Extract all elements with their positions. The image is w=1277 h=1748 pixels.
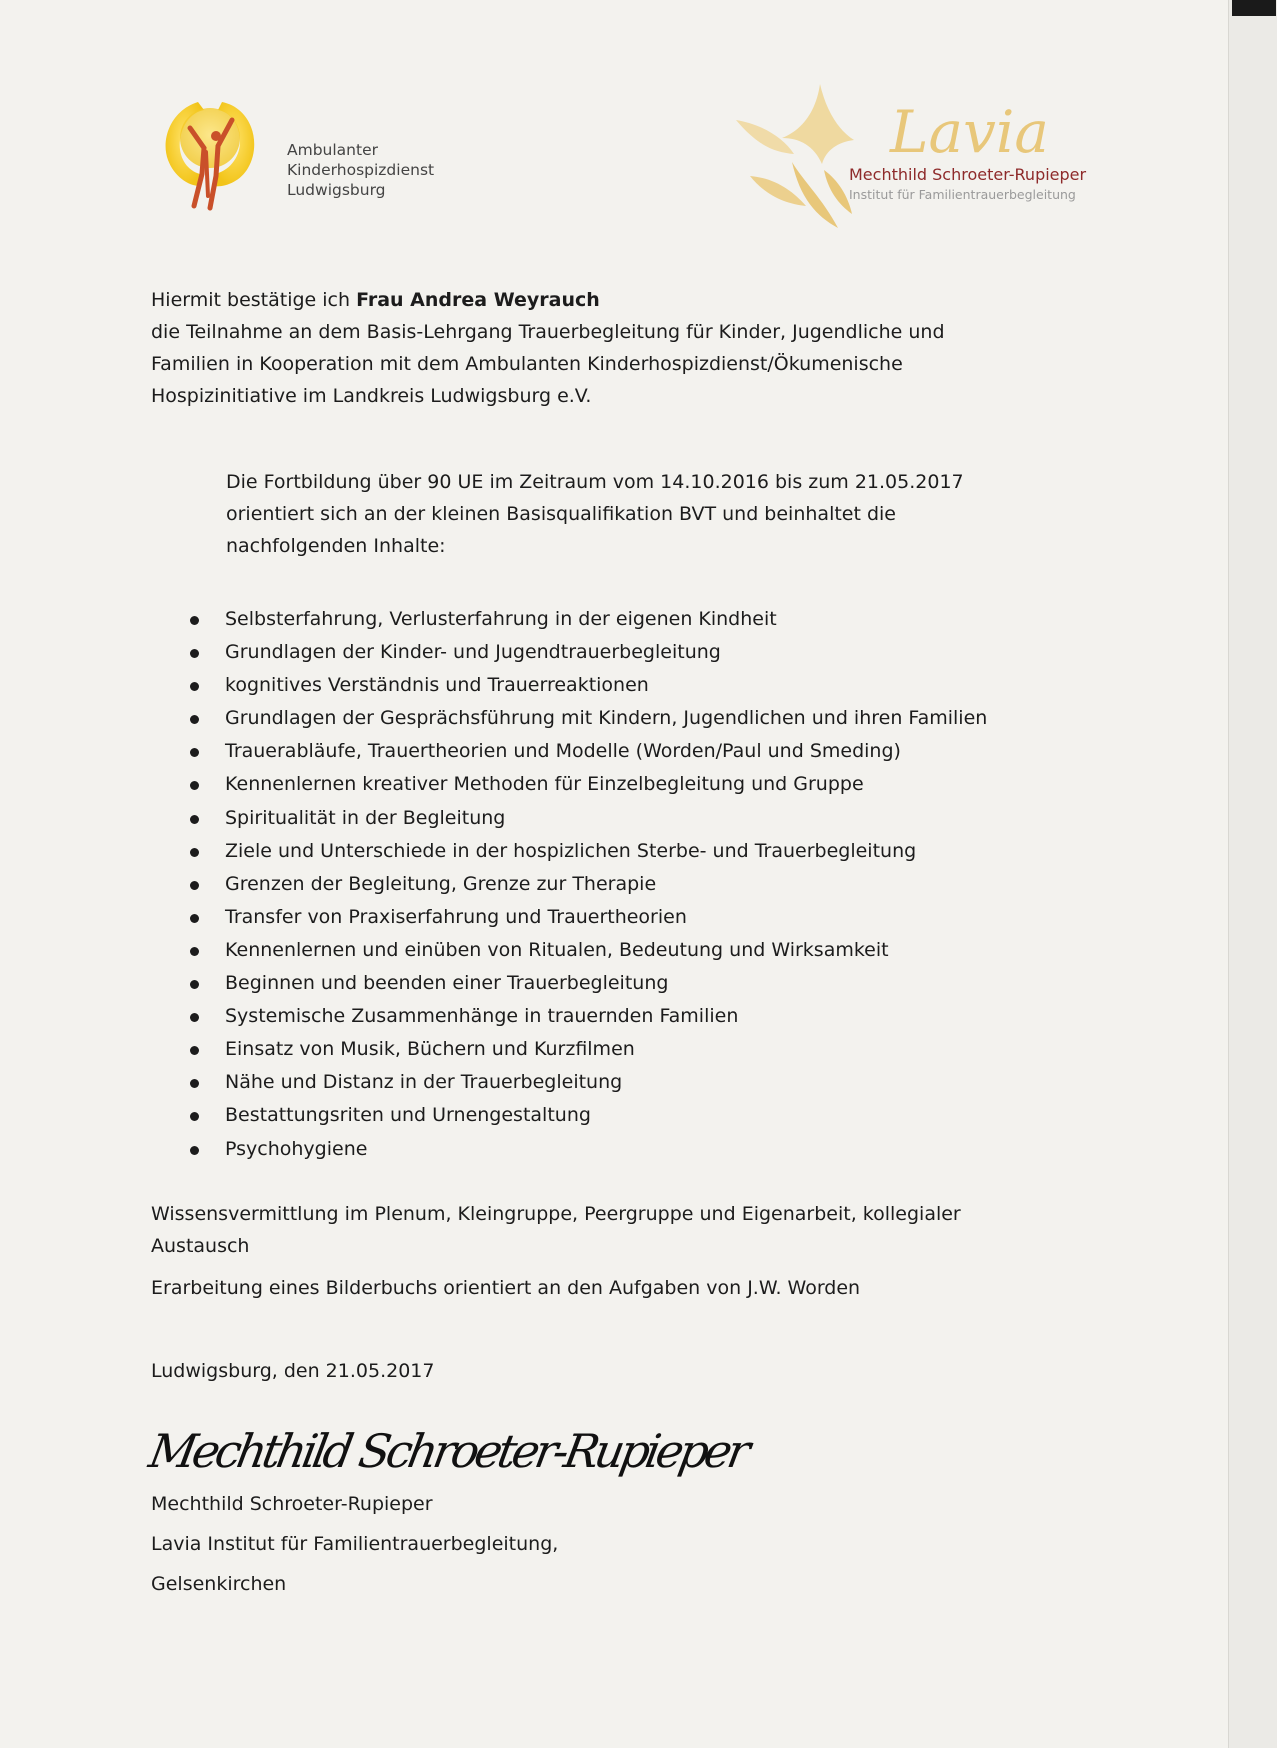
page-corner	[1232, 0, 1276, 16]
topic-item	[190, 636, 987, 669]
topic-item	[190, 702, 987, 735]
bullet-icon	[190, 848, 199, 857]
left-org-name	[287, 140, 434, 200]
left-org-line: Ambulanter	[287, 141, 378, 159]
bullet-icon	[190, 1046, 199, 1055]
intro-first-line	[151, 284, 945, 316]
topic-item	[190, 1099, 987, 1132]
intro-line: Familien in Kooperation mit dem Ambulanten Kinderhospizdienst/Ökumenische	[151, 353, 903, 375]
bullet-icon	[190, 616, 199, 625]
bullet-icon	[190, 980, 199, 989]
topic-text: Kennenlernen und einüben von Ritualen, Bedeutung und Wirksamkeit	[225, 938, 889, 961]
bullet-icon	[190, 881, 199, 890]
signer-city: Gelsenkirchen	[151, 1573, 287, 1595]
topic-text: Einsatz von Musik, Büchern und Kurzfilmen	[225, 1038, 635, 1061]
lavia-script-text: Lavia	[890, 98, 1049, 166]
kinderhospizdienst-logo	[160, 96, 260, 221]
right-org-subtitle: Institut für Familientrauerbegleitung	[849, 187, 1076, 202]
bullet-icon	[190, 682, 199, 691]
picture-book-line: Erarbeitung eines Bilderbuchs orientiert an den Aufgaben von J.W. Worden	[151, 1277, 861, 1299]
topic-item	[190, 835, 987, 868]
left-org-line: Kinderhospizdienst	[287, 161, 435, 179]
topic-text: Ziele und Unterschiede in der hospizlichen Sterbe- und Trauerbegleitung	[225, 839, 917, 862]
bullet-icon	[190, 914, 199, 923]
topic-text: Grundlagen der Kinder- und Jugendtrauerbegleitung	[225, 641, 721, 664]
methods-line: Austausch	[151, 1235, 250, 1257]
topic-item	[190, 802, 987, 835]
topic-text: Spiritualität in der Begleitung	[225, 806, 506, 829]
course-line: orientiert sich an der kleinen Basisqualifikation BVT und beinhaltet die	[226, 503, 897, 525]
topic-text: Grenzen der Begleitung, Grenze zur Therapie	[225, 872, 657, 895]
topics-list	[190, 603, 987, 1166]
bullet-icon	[190, 1146, 199, 1155]
bullet-icon	[190, 947, 199, 956]
course-line: nachfolgenden Inhalte:	[226, 535, 446, 557]
bullet-icon	[190, 1013, 199, 1022]
course-paragraph	[226, 466, 964, 562]
intro-prefix: Hiermit bestätige ich	[151, 289, 357, 311]
topic-item	[190, 669, 987, 702]
intro-line: die Teilnahme an dem Basis-Lehrgang Trauerbegleitung für Kinder, Jugendliche und	[151, 321, 945, 343]
bullet-icon	[190, 815, 199, 824]
topic-text: Beginnen und beenden einer Trauerbegleitung	[225, 972, 669, 995]
topic-item	[190, 934, 987, 967]
topic-text: Kennenlernen kreativer Methoden für Einzelbegleitung und Gruppe	[225, 773, 864, 796]
topic-item	[190, 1066, 987, 1099]
right-org-name: Mechthild Schroeter-Rupieper	[849, 165, 1087, 184]
topic-text: Grundlagen der Gesprächsführung mit Kindern, Jugendlichen und ihren Familien	[225, 707, 988, 730]
topic-text: Trauerabläufe, Trauertheorien und Modelle (Worden/Paul und Smeding)	[225, 740, 901, 763]
bullet-icon	[190, 1112, 199, 1121]
place-date: Ludwigsburg, den 21.05.2017	[151, 1360, 435, 1382]
course-line: Die Fortbildung über 90 UE im Zeitraum vom 14.10.2016 bis zum 21.05.2017	[226, 471, 964, 493]
topic-text: Systemische Zusammenhänge in trauernden Familien	[225, 1005, 739, 1028]
topic-item	[190, 1033, 987, 1066]
signer-institution: Lavia Institut für Familientrauerbegleitung,	[151, 1533, 559, 1555]
bullet-icon	[190, 715, 199, 724]
methods-paragraph	[151, 1198, 961, 1262]
bullet-icon	[190, 649, 199, 658]
signature-script: Mechthild Schroeter-Rupieper	[145, 1424, 755, 1478]
signer-name: Mechthild Schroeter-Rupieper	[151, 1493, 433, 1515]
signer-block	[151, 1484, 558, 1604]
topic-text: Selbsterfahrung, Verlusterfahrung in der eigenen Kindheit	[225, 608, 777, 630]
topic-item	[190, 735, 987, 768]
lavia-logo	[730, 80, 1090, 235]
topic-item	[190, 1000, 987, 1033]
recipient-name: Frau Andrea Weyrauch	[356, 289, 600, 311]
intro-paragraph	[151, 284, 945, 412]
bullet-icon	[190, 748, 199, 757]
topic-text: Bestattungsriten und Urnengestaltung	[225, 1104, 591, 1127]
topic-text: kognitives Verständnis und Trauerreaktionen	[225, 674, 649, 697]
topic-item	[190, 901, 987, 934]
bullet-icon	[190, 1079, 199, 1088]
topic-text: Nähe und Distanz in der Trauerbegleitung	[225, 1071, 623, 1094]
bullet-icon	[190, 781, 199, 790]
left-org-line: Ludwigsburg	[287, 181, 386, 199]
topic-text: Psychohygiene	[225, 1137, 368, 1160]
page-edge	[1228, 0, 1277, 1748]
topic-item	[190, 603, 987, 636]
topic-item	[190, 1133, 987, 1166]
intro-line: Hospizinitiative im Landkreis Ludwigsburg e.V.	[151, 385, 592, 407]
topic-item	[190, 868, 987, 901]
topic-text: Transfer von Praxiserfahrung und Trauertheorien	[225, 905, 687, 928]
topic-item	[190, 967, 987, 1000]
topic-item	[190, 768, 987, 801]
methods-line: Wissensvermittlung im Plenum, Kleingruppe, Peergruppe und Eigenarbeit, kollegialer	[151, 1203, 961, 1225]
